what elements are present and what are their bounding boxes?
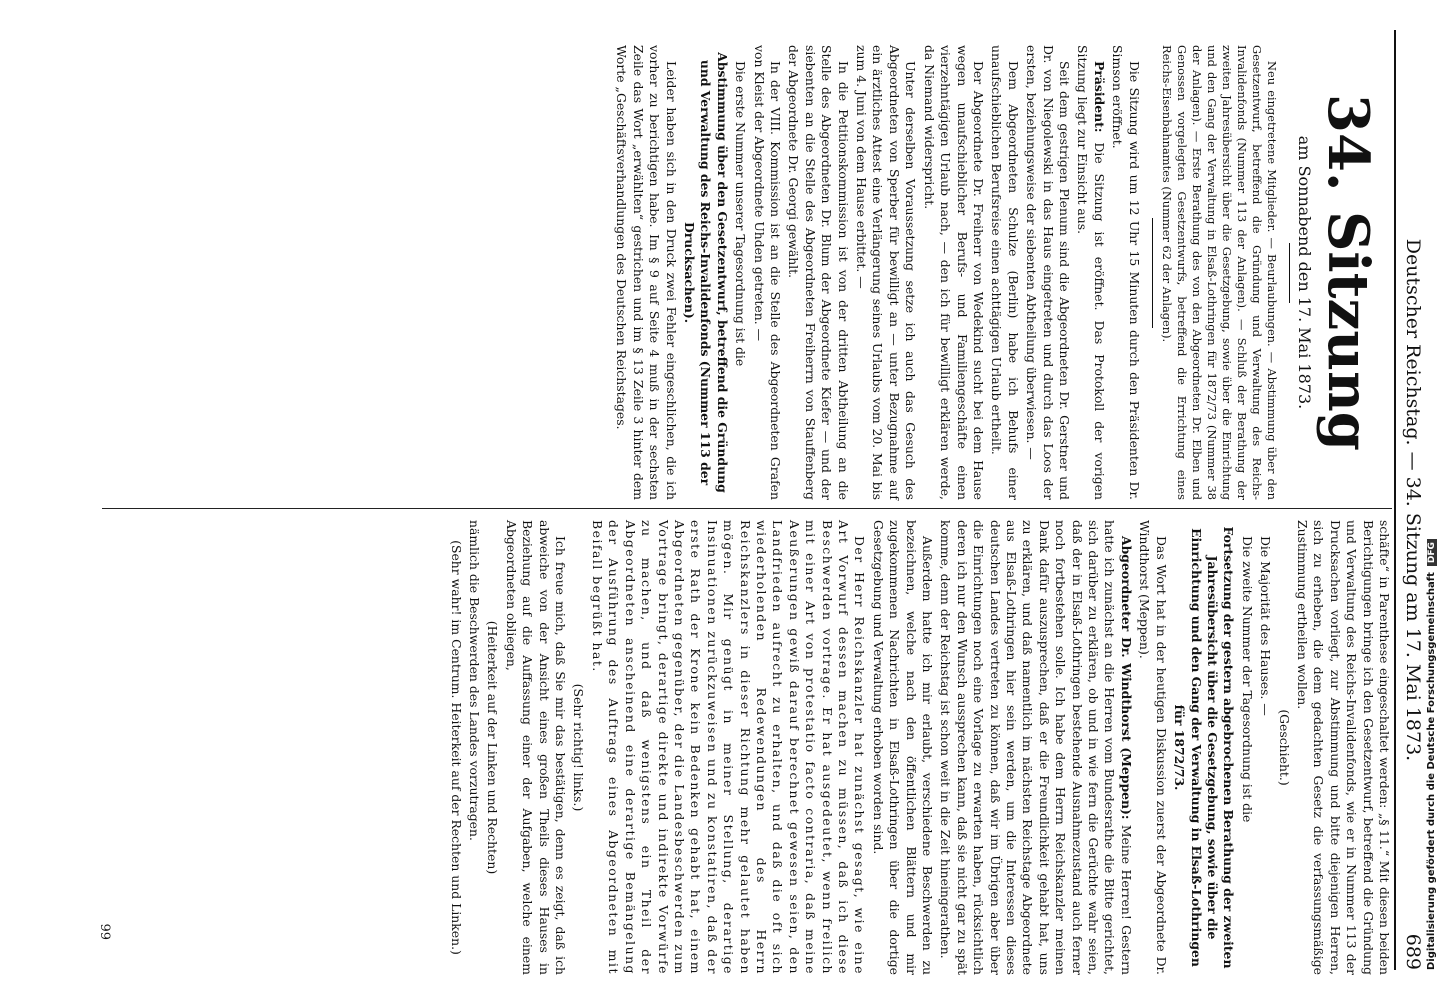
reaction-left: (Sehr richtig! links.) <box>571 683 587 812</box>
session-date: am Sonnabend den 17. Mai 1873. <box>1295 135 1314 410</box>
paragraph-windthorst-4: Ich freue mich, daß Sie mir das bestätigen, denn es zeigt, daß ich abweiche von der Ansicht eines großen Theils dieses Hauses in Beziehung auf die Auffassung einer der Aufgaben, welche einem Abgeordneten obliegen, <box>503 520 569 975</box>
item-heading-continuation: Fortsetzung der gestern abgebrochenen Berathung der zweiten Jahresübersicht über die Gesetzgebung, sowie über die Einrichtung und den Gang der Verwaltung in Elsaß-Lothringen für 1872/73. <box>1172 526 1237 969</box>
page-number: 689 <box>1402 933 1424 970</box>
column-divider <box>102 508 1392 509</box>
paragraph-majority: Die Majorität des Hauses. — <box>1258 536 1274 716</box>
paragraph-leave-3: Unter derselben Voraussetzung setze ich auch das Gesuch des Abgeordneten von Sperber für bewilligt an — unter Bezugnahme auf ein ärztliches Attest eine Verlängerung seines Urlaubs vom 20. Mai bis zum 4. Juni von dem Hause erbittet. — <box>854 45 919 500</box>
left-column <box>611 45 1392 500</box>
paragraph-errors: Leider haben sich in den Druck zwei Fehler eingeschlichen, die ich vorher zu berichtigen habe. Im § 9 auf Seite 4 muß in der sechsten Zeile das Wort „erwählten“ gestrichen und im § 13 Zeile 3 hinter dem Worte „Geschäftsverhandlungen des Deutschen Reichstages. <box>614 45 679 500</box>
reaction-laughter: (Heiterkeit auf der Linken und Rechten) <box>485 620 501 875</box>
agenda-summary: Neu eingetretene Mitglieder. — Beurlaubungen. — Abstimmung über den Gesetzentwurf, betreffend die Gründung und Verwaltung des Reichs-Invalidenfonds (Nummer 113 der Anlagen). — Schluß der Berathung der zweiten Jahresübersicht über die Gesetzgebung, sowie über die Einrichtung und den Gang der Verwaltung in Elsaß-Lothringen für 1872/73 (Nummer 38 der Anlagen). — Erste Berathung des von den Abgeordneten Dr. Elben und Genossen vorgelegten Gesetzentwurfs, betreffend die Errichtung eines Reichs-Eisenbahnamtes (Nummer 62 der Anlagen). <box>1159 45 1279 500</box>
paragraph-first-item: Die erste Nummer unserer Tagesordnung ist die <box>733 61 749 367</box>
signature-mark: 99 <box>97 923 112 940</box>
paragraph-petitions: In die Petitionskommission ist von der dritten Abtheilung an die Stelle des Abgeordneten Dr. Blum der Abgeordnete Kiefer — und der siebenten an die Stelle des Abgeordneten Freiherrn von Stauffenberg der Abgeordnete Dr. Georgi gewählt. <box>786 45 851 500</box>
paragraph-leave-1: Dem Abgeordneten Schulze (Berlin) habe ich Behufs einer unaufschieblichen Berufsreise einen achttägigen Urlaub ertheilt. <box>989 45 1021 500</box>
paragraph-members: Seit dem gestrigen Plenum sind die Abgeordneten Dr. Gerstner und Dr. von Niegolewski in das Haus eingetreten und durch das Loos der ersten, beziehungsweise der siebenten Abtheilung überwiesen. — <box>1024 45 1072 500</box>
stamp-text: Digitalisierung gefördert durch die Deutsche Forschungsgemeinschaft <box>1426 572 1437 970</box>
reaction-centre: (Sehr wahr! im Centrum. Heiterkeit auf der Rechten und Linken.) <box>448 540 464 955</box>
paragraph-windthorst-5: nämlich die Beschwerden des Landes vorzutragen. <box>467 520 483 841</box>
paragraph-floor: Das Wort hat in der heutigen Diskussion zuerst der Abgeordnete Dr. Windthorst (Meppen). <box>1137 520 1169 975</box>
item-heading-vote: Abstimmung über den Gesetzentwurf, betreffend die Gründung und Verwaltung des Reichs-Invalidenfonds (Nummer 113 der Drucksachen). <box>682 52 730 493</box>
dfg-logo: DFG <box>1427 539 1437 566</box>
paragraph-president <box>1074 45 1107 500</box>
speaker-text: Meine Herren! Gestern hatte ich zunächst an die Herren vom Bundesrathe die Bitte gerichtet, sich darüber zu erklären, ob und in wie fern die Gerüchte wahr seien, daß der in Elsaß-Lothringen bestehende Ausnahmezustand auch ferner noch fortbestehen solle. Ich habe dem Herrn Reichskanzler meinen Dank dafür auszusprechen, daß er die Freundlichkeit gehabt hat, uns zu erklären, und daß namentlich im nächsten Reichstage Abgeordnete aus Elsaß-Lothringen hier sein werden, um die Interessen dieses deutschen Landes vertreten zu können, daß wir im Übrigen aber über die Einrichtungen noch eine Vorlage zu erwarten haben, rücksichtlich deren ich nur den Wunsch aussprechen kann, daß sie nicht gar zu spät komme, denn der Reichstag ist schon weit in die Zeit hineingerathen. <box>938 520 1134 975</box>
paragraph-commission: In der VIII. Kommission ist an die Stelle des Abgeordneten Grafen von Kleist der Abgeordnete Uhden getreten. — <box>751 45 784 500</box>
speaker-label: Abgeordneter Dr. Windthorst (Meppen): <box>1118 536 1134 820</box>
speaker-label: Präsident: <box>1091 61 1107 133</box>
dfg-stamp <box>1410 30 1437 970</box>
reaction-happens: (Geschieht.) <box>1276 709 1292 786</box>
paragraph-windthorst-3: Der Herr Reichskanzler hat zunächst gesagt, wie eine Art Vorwurf dessen machen zu müssen, daß ich diese Beschwerden vortrage. Er hat ausgedeutet, wenn freilich mit einer Art von protestatio facto contraria, daß meine Aeußerungen gewiß darauf berechnet gewesen seien, den Landfrieden aufrecht zu erhalten, und daß die oft sich wiederholenden Redewendungen des Herrn Reichskanzlers in dieser Richtung mehr gelautet haben mögen. Mir genügt in meiner Stellung, derartige Insinuationen zurückzuweisen und zu konstatiren, daß der erste Rath der Krone kein Bedenken gehabt hat, einem Abgeordneten gegenüber, der die Landesbeschwerden zum Vortrage bringt, derartige direkte und indirekte Vorwürfe zu machen, und daß wenigstens ein Theil der Abgeordneten anscheinend eine derartige Bemängelung der Ausführung des Auftrags eines Abgeordneten mit Beifall begrüßt hat. <box>589 520 868 975</box>
paragraph-continuation: schäfte“ in Parenthese eingeschaltet werden: „§ 11.“ Mit diesen beiden Berichtigungen bringe ich den Gesetzentwurf, betreffend die Gründung und Verwaltung des Reichs-Invalidenfonds, wie er in Nummer 113 der Drucksachen vorliegt, zur Abstimmung und bitte diejenigen Herren, sich zu erheben, die dem gedachten Gesetz die verfassungsmäßige Zustimmung ertheilen wollen. <box>1294 520 1392 975</box>
divider-rule <box>1152 218 1153 328</box>
paragraph-windthorst <box>937 520 1134 975</box>
speaker-text: Die Sitzung ist eröffnet. Das Protokoll der vorigen Sitzung liegt zur Einsicht aus. <box>1075 45 1107 500</box>
paragraph-windthorst-2: Außerdem hatte ich mir erlaubt, verschiedene Beschwerden zu bezeichnen, welche nach den öffentlichen Blättern und mir zugekommenen Nachrichten in Elsaß-Lothringen über die dortige Gesetzgebung und Verwaltung erhoben worden sind. <box>870 520 936 975</box>
paragraph-opened: Die Sitzung wird um 12 Uhr 15 Minuten durch den Präsidenten Dr. Simson eröffnet. <box>1110 45 1142 500</box>
session-heading: 34. Sitzung <box>1315 94 1381 451</box>
divider-rule <box>1289 243 1290 303</box>
paragraph-leave-2: Der Abgeordnete Dr. Freiherr von Wedekind sucht bei dem Hause wegen unaufschieblicher Berufs- und Familiengeschäfte einen vierzehntägigen Urlaub nach, — den ich für bewilligt erklären werde, da Niemand widerspricht. <box>921 45 986 500</box>
paragraph-second-item: Die zweite Nummer der Tagesordnung ist die <box>1239 536 1255 823</box>
right-column <box>445 520 1392 975</box>
running-title: Deutscher Reichstag. — 34. Sitzung am 17. Mai 1873. <box>1402 238 1424 762</box>
